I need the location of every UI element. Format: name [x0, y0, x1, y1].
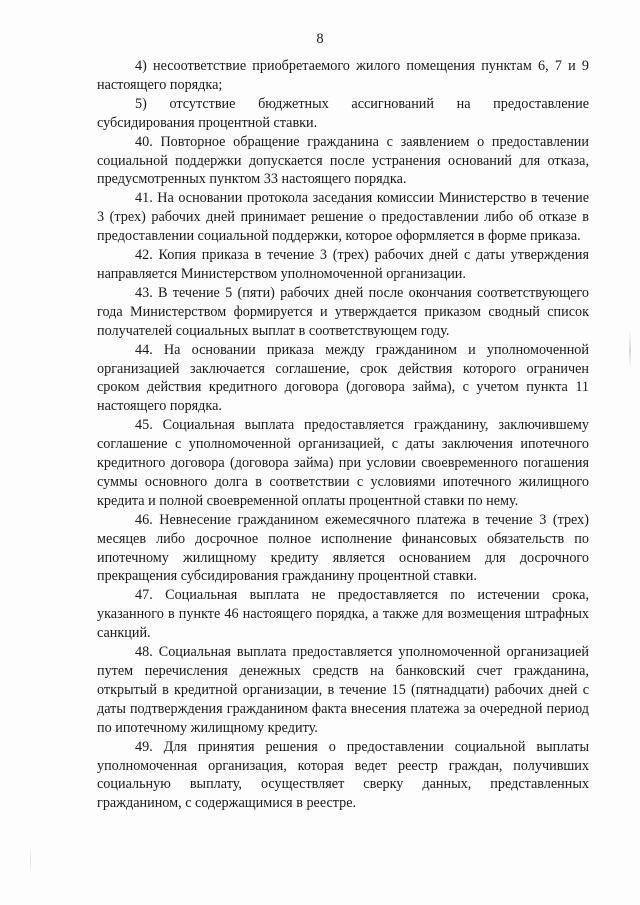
paragraph-item-5: 5) отсутствие бюджетных ассигнований на предоставление субсидирования процентной ставки. — [97, 95, 589, 131]
page-number: 8 — [316, 31, 324, 47]
paragraph-42: 42. Копия приказа в течение 3 (трех) рабочих дней с даты утверждения направляется Министерством уполномоченной организации. — [97, 247, 589, 282]
paragraph-47: 47. Социальная выплата не предоставляется по истечении срока, указанного в пункте 46 настоящего порядка, а также для возмещения штрафных санкций. — [97, 587, 589, 642]
scan-artifact — [629, 330, 631, 370]
paragraph-45: 45. Социальная выплата предоставляется гражданину, заключившему соглашение с уполномоченной организацией, с даты заключения ипотечного кредитного договора (договора займа) при условии своевременного погашения суммы основного долга в соответствии с условиями ипотечного жилищного кредита и полной своевременной оплаты процентной ставки по нему. — [97, 417, 589, 509]
paragraph-41: 41. На основании протокола заседания комиссии Министерство в течение 3 (трех) рабочих дней принимает решение о предоставлении либо об отказе в предоставлении социальной поддержки, которое оформляется в форме приказа. — [97, 190, 589, 245]
paragraph-49: 49. Для принятия решения о предоставлении социальной выплаты уполномоченная организация, которая ведет реестр граждан, получивших социальную выплату, осуществляет сверку данных, представленных гражданином, с содержащимися в реестре. — [97, 738, 589, 812]
paragraph-item-4: 4) несоответствие приобретаемого жилого помещения пунктам 6, 7 и 9 настоящего порядка; — [97, 58, 589, 93]
paragraph-40: 40. Повторное обращение гражданина с заявлением о предоставлении социальной поддержки допускается после устранения оснований для отказа, предусмотренных пунктом 33 настоящего порядка. — [97, 133, 589, 188]
paragraph-44: 44. На основании приказа между гражданином и уполномоченной организацией заключается соглашение, срок действия которого ограничен сроком действия кредитного договора (договора займа), с учетом пункта 11 настоящего порядка. — [97, 341, 589, 415]
scan-artifact-bottom — [30, 845, 31, 875]
paragraph-43: 43. В течение 5 (пяти) рабочих дней после окончания соответствующего года Министерством формируется и утверждается приказом сводный список получателей социальных выплат в соответствующем году. — [97, 284, 589, 339]
paragraph-48: 48. Социальная выплата предоставляется уполномоченной организацией путем перечисления денежных средств на банковский счет гражданина, открытый в кредитной организации, в течение 15 (пятнадцати) рабочих дней с даты подтверждения гражданином факта внесения платежа за очередной период по ипотечному жилищному кредиту. — [97, 644, 589, 736]
document-body — [97, 57, 589, 813]
paragraph-46: 46. Невнесение гражданином ежемесячного платежа в течение 3 (трех) месяцев либо досрочное полное исполнение финансовых обязательств по ипотечному жилищному кредиту является основанием для досрочного прекращения субсидирования гражданину процентной ставки. — [97, 511, 589, 585]
